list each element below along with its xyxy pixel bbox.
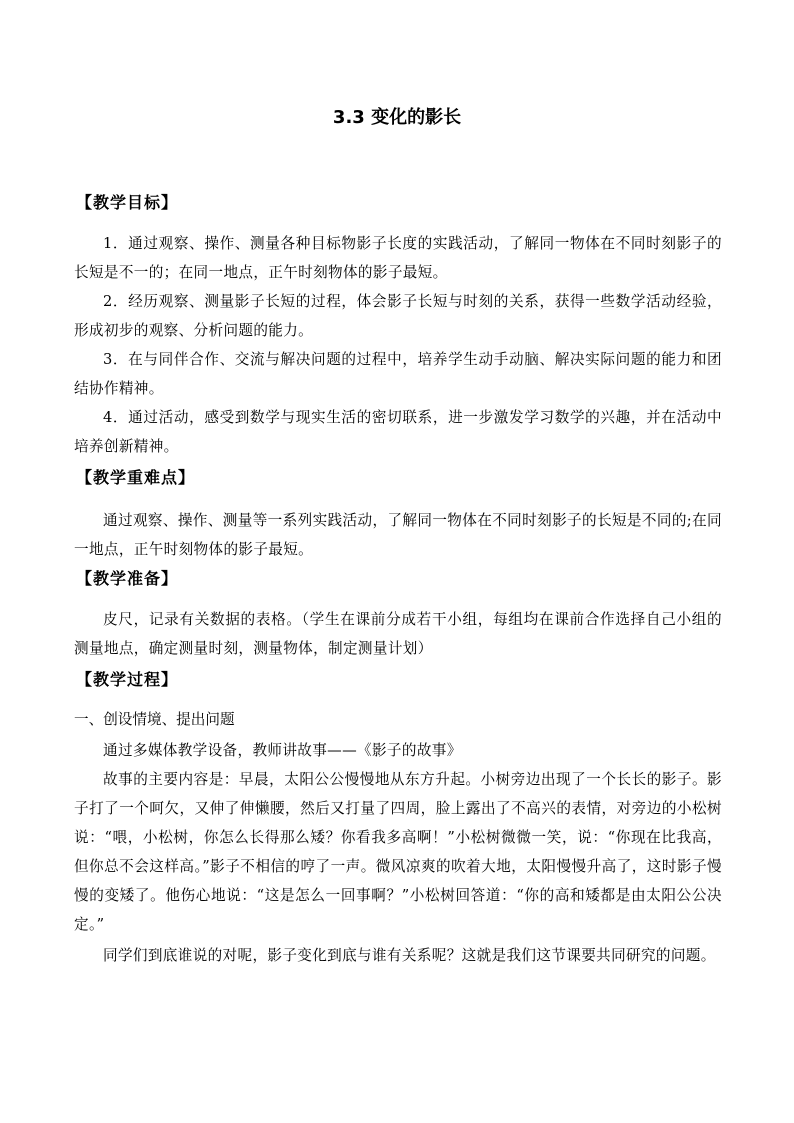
process-paragraph-1: 通过多媒体教学设备，教师讲故事——《影子的故事》 xyxy=(103,742,462,759)
goal-item-3: 3．在与同伴合作、交流与解决问题的过程中，培养学生动手动脑、解决实际问题的能力和团结协作精神。 xyxy=(74,351,722,397)
goal-item-4: 4．通过活动，感受到数学与现实生活的密切联系，进一步激发学习数学的兴趣，并在活动中培养创新精神。 xyxy=(74,409,722,455)
section-heading-process: 【教学过程】 xyxy=(76,670,179,689)
key-points-text: 通过观察、操作、测量等一系列实践活动，了解同一物体在不同时刻影子的长短是不同的;在同一地点，正午时刻物体的影子最短。 xyxy=(74,512,722,558)
section-heading-goals: 【教学目标】 xyxy=(76,193,179,212)
preparation-text: 皮尺，记录有关数据的表格。（学生在课前分成若干小组，每组均在课前合作选择自己小组的测量地点，确定测量时刻，测量物体，制定测量计划） xyxy=(74,611,722,657)
process-subheading: 一、创设情境、提出问题 xyxy=(74,711,235,728)
section-heading-key-points: 【教学重难点】 xyxy=(76,468,196,487)
goal-item-1: 1．通过观察、操作、测量各种目标物影子长度的实践活动，了解同一物体在不同时刻影子的长短是不一的；在同一地点，正午时刻物体的影子最短。 xyxy=(74,235,722,281)
page-title: 3.3 变化的影长 xyxy=(332,107,462,128)
goal-item-2: 2．经历观察、测量影子长短的过程，体会影子长短与时刻的关系，获得一些数学活动经验，形成初步的观察、分析问题的能力。 xyxy=(74,293,722,339)
process-paragraph-3: 同学们到底谁说的对呢，影子变化到底与谁有关系呢？这就是我们这节课要共同研究的问题。 xyxy=(103,947,716,964)
section-heading-preparation: 【教学准备】 xyxy=(76,569,179,588)
process-paragraph-2: 故事的主要内容是：早晨，太阳公公慢慢地从东方升起。小树旁边出现了一个长长的影子。影子打了一个呵欠，又伸了伸懒腰，然后又打量了四周，脸上露出了不高兴的表情，对旁边的小松树说：“喂，小松树，你怎么长得那么矮？你看我多高啊！”小松树微微一笑，说：“你现在比我高，但你总不会这样高。”影子不相信的哼了一声。微风凉爽的吹着大地，太阳慢慢升高了，这时影子慢慢的变矮了。他伤心地说：“这是怎么一回事啊？”小松树回答道：“你的高和矮都是由太阳公公决定。” xyxy=(74,771,722,933)
